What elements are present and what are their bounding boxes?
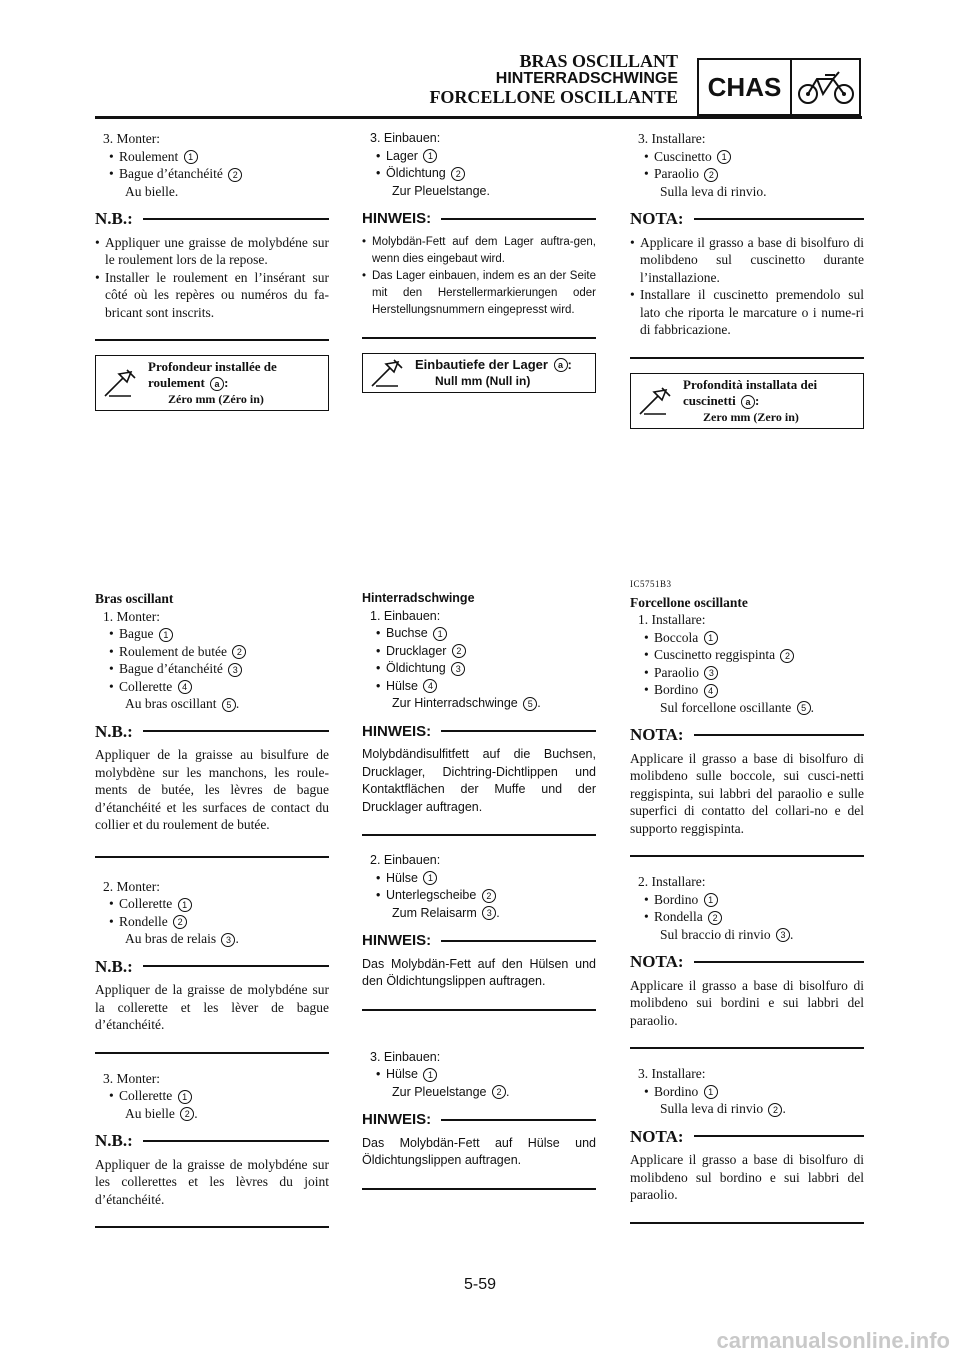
- list-item: • Boccola 1: [630, 629, 864, 647]
- list-item: • Cuscinetto 1: [630, 148, 864, 166]
- step: 1. Installare:: [638, 612, 706, 627]
- target: Zur Pleuelstange.: [392, 183, 490, 198]
- ref-number: 5: [523, 697, 537, 711]
- ref-number: 2: [173, 915, 187, 929]
- step: 2. Einbauen:: [370, 853, 441, 867]
- subtitle: Bras oscillant: [95, 591, 174, 606]
- note-heading: NOTA:: [630, 210, 864, 228]
- list-item: • Öldichtung 2: [362, 165, 596, 183]
- bottom-fr-block: [95, 590, 329, 1228]
- note-text: Appliquer de la graisse au bisulfure de molybdène sur les manchons, les roule-ments de butée, les lèvres de bague d’étanchéité et les surfaces de contact du collier et du roulement de butée.: [95, 747, 329, 832]
- note-text: Molybdändisulfitfett auf die Buchsen, Drucklager, Dichtring-Dichtlippen und Kontaktflächen der Muffe und der Drucklager auftragen.: [362, 747, 596, 814]
- spec-box: Profondità installata dei cuscinetti a : Zero mm (Zero in): [630, 373, 864, 429]
- note-heading: NOTA:: [630, 726, 864, 744]
- list-item: • Roulement 1: [95, 148, 329, 166]
- note-heading: NOTA:: [630, 1128, 864, 1146]
- ref-letter: a: [210, 377, 224, 391]
- ref-number: 1: [423, 871, 437, 885]
- list-item: • Hülse 1: [362, 1066, 596, 1084]
- list-item: • Bague 1: [95, 625, 329, 643]
- spec-value: Zéro mm (Zéro in): [168, 392, 264, 407]
- note-bullet: • Molybdän-Fett auf dem Lager auftra-gen, wenn dies eingebaut wird.: [362, 234, 596, 268]
- spec-value: Zero mm (Zero in): [703, 409, 799, 424]
- title-de: HINTERRADSCHWINGE: [495, 70, 678, 87]
- note-text: Applicare il grasso a base di bisolfuro di molibdeno sul bordino e sui labbri del paraolio.: [630, 1152, 864, 1202]
- step: 3. Installare:: [638, 131, 706, 146]
- title-fr: BRAS OSCILLANT: [519, 51, 678, 71]
- ref-number: 2: [780, 649, 794, 663]
- ref-number: 5: [222, 698, 236, 712]
- target: Au bras oscillant 5 .: [125, 696, 240, 711]
- ref-number: 5: [797, 701, 811, 715]
- list-item: • Buchse 1: [362, 625, 596, 643]
- ref-number: 4: [178, 680, 192, 694]
- note-bullet: • Appliquer une graisse de molybdéne sur le roulement lors de la repose.: [95, 234, 329, 269]
- bottom-de-block: [362, 590, 596, 1190]
- list-item: • Bordino 1: [630, 1083, 864, 1101]
- list-item: • Drucklager 2: [362, 643, 596, 661]
- note-bullet: • Applicare il grasso a base di bisolfuro di molibdeno sul cuscinetto durante l’installazione.: [630, 234, 864, 287]
- list-item: • Roulement de butée 2: [95, 643, 329, 661]
- note-bullet: • Das Lager einbauen, indem es an der Seite mit den Herstellermarkierungen oder Herstellungsnummern eingepresst wird.: [362, 268, 596, 319]
- spec-label: Profondeur installée de: [148, 359, 277, 374]
- step: 3. Installare:: [638, 1066, 706, 1081]
- spec-box: Einbautiefe der Lager a : Null mm (Null in): [362, 353, 596, 393]
- ref-number: 1: [717, 150, 731, 164]
- ref-number: 2: [704, 168, 718, 182]
- ref-number: 2: [452, 644, 466, 658]
- watermark: carmanualsonline.info: [716, 1328, 950, 1353]
- spec-label: roulement: [148, 375, 205, 390]
- divider: [95, 339, 329, 341]
- divider: [362, 1188, 596, 1190]
- note-heading: N.B.:: [95, 958, 329, 976]
- ref-letter: a: [554, 358, 568, 372]
- ref-number: 2: [451, 167, 465, 181]
- step: 2. Installare:: [638, 874, 706, 889]
- target: Au bielle 2 .: [125, 1105, 198, 1121]
- step: 1. Einbauen:: [370, 608, 441, 623]
- note-text: Das Molybdän-Fett auf den Hülsen und den Öldichtungslippen auftragen.: [362, 956, 596, 988]
- subtitle: Forcellone oscillante: [630, 594, 748, 610]
- ref-number: 2: [708, 911, 722, 925]
- ref-number: 3: [228, 663, 242, 677]
- list-item: • Collerette 4: [95, 678, 329, 696]
- divider: [362, 337, 596, 339]
- list-item: • Bague d’étanchéité 3: [95, 660, 329, 678]
- step: 3. Monter:: [103, 131, 160, 146]
- divider: [630, 1222, 864, 1224]
- ref-number: 1: [704, 893, 718, 907]
- ref-number: 2: [232, 645, 246, 659]
- ref-number: 1: [423, 149, 437, 163]
- note-bullet: • Installer le roulement en l’insérant sur côté où les repères ou numéros du fa-bricant sont inscrits.: [95, 269, 329, 322]
- note-text: Applicare il grasso a base di bisolfuro di molibdeno sulle boccole, sui cusci-netti reggispinta, sui labbri del paraolio e sulle superfici di contatto del collari-no e del supporto reggispinta.: [630, 750, 864, 836]
- ref-number: 3: [704, 666, 718, 680]
- note-heading: HINWEIS:: [362, 1111, 596, 1129]
- motorcycle-icon: [792, 60, 859, 114]
- section-label: CHAS: [699, 60, 792, 114]
- ref-number: 1: [433, 627, 447, 641]
- list-item: • Paraolio 2: [630, 165, 864, 183]
- list-item: • Hülse 4: [362, 678, 596, 696]
- ref-number: 2: [228, 168, 242, 182]
- wrench-icon: [363, 354, 413, 392]
- ref-number: 1: [704, 631, 718, 645]
- top-it-block: [630, 130, 864, 429]
- note-text: Das Molybdän-Fett auf Hülse und Öldichtungslippen auftragen.: [362, 1135, 596, 1167]
- ref-number: 1: [704, 1085, 718, 1099]
- ref-number: 3: [776, 928, 790, 942]
- note-bullet: • Installare il cuscinetto premendolo sul lato che riporta le marcature o i nume-ri di fabbricazione.: [630, 286, 864, 339]
- spec-label: Profondità installata dei: [683, 376, 818, 392]
- target: Sul braccio di rinvio 3 .: [660, 926, 794, 942]
- ref-number: 1: [184, 150, 198, 164]
- divider: [95, 1226, 329, 1228]
- spec-box: Profondeur installée de roulement a : Zéro mm (Zéro in): [95, 355, 329, 411]
- wrench-icon: [631, 374, 681, 428]
- section-code: IC5751B3: [630, 579, 672, 589]
- ref-number: 2: [482, 889, 496, 903]
- ref-number: 2: [180, 1107, 194, 1121]
- note-heading: HINWEIS:: [362, 210, 596, 228]
- spec-value: Null mm (Null in): [435, 373, 531, 388]
- ref-number: 3: [221, 933, 235, 947]
- note-heading: HINWEIS:: [362, 932, 596, 950]
- list-item: • Collerette 1: [95, 895, 329, 913]
- wrench-icon: [96, 356, 146, 410]
- ref-number: 4: [704, 684, 718, 698]
- step: 3. Einbauen:: [370, 1049, 441, 1064]
- step: 3. Monter:: [103, 1070, 160, 1086]
- note-text: Appliquer de la graisse de molybdéne sur les collerettes et les lèvres du joint d’étanchéité.: [95, 1156, 329, 1207]
- ref-letter: a: [741, 395, 755, 409]
- ref-number: 1: [178, 1090, 192, 1104]
- target: Sulla leva di rinvio.: [660, 183, 767, 199]
- section-badge: [697, 58, 861, 116]
- list-item: • Öldichtung 3: [362, 660, 596, 678]
- list-item: • Rondelle 2: [95, 913, 329, 931]
- note-text: Applicare il grasso a base di bisolfuro di molibdeno sui bordini e sui labbri del paraolio.: [630, 977, 864, 1028]
- spec-label: cuscinetti: [683, 392, 736, 408]
- target: Zur Pleuelstange 2 .: [392, 1084, 510, 1099]
- ref-number: 2: [768, 1103, 782, 1117]
- ref-number: 1: [159, 628, 173, 642]
- list-item: • Paraolio 3: [630, 664, 864, 682]
- subtitle: Hinterradschwinge: [362, 591, 475, 605]
- list-item: • Hülse 1: [362, 870, 596, 888]
- note-heading: NOTA:: [630, 953, 864, 971]
- list-item: • Bordino 4: [630, 681, 864, 699]
- note-heading: N.B.:: [95, 210, 329, 228]
- step: 1. Monter:: [103, 608, 160, 624]
- target: Au bielle.: [125, 183, 179, 199]
- ref-number: 4: [423, 679, 437, 693]
- target: Zum Relaisarm 3 .: [392, 905, 500, 920]
- note-heading: HINWEIS:: [362, 723, 596, 741]
- note-heading: N.B.:: [95, 1132, 329, 1150]
- step: 3. Einbauen:: [370, 131, 441, 145]
- note-heading: N.B.:: [95, 723, 329, 741]
- list-item: • Unterlegscheibe 2: [362, 887, 596, 905]
- ref-number: 3: [482, 906, 496, 920]
- ref-number: 3: [451, 662, 465, 676]
- step: 2. Monter:: [103, 878, 160, 894]
- bottom-it-block: [630, 576, 864, 1224]
- list-item: • Collerette 1: [95, 1087, 329, 1105]
- list-item: • Cuscinetto reggispinta 2: [630, 646, 864, 664]
- list-item: • Lager 1: [362, 148, 596, 166]
- target: Sul forcellone oscillante 5 .: [660, 699, 814, 715]
- top-de-block: [362, 130, 596, 393]
- title-it: FORCELLONE OSCILLANTE: [429, 87, 678, 107]
- list-item: • Bague d’étanchéité 2: [95, 165, 329, 183]
- header-titles: [429, 52, 678, 106]
- list-item: • Bordino 1: [630, 891, 864, 909]
- ref-number: 2: [492, 1085, 506, 1099]
- target: Zur Hinterradschwinge 5 .: [392, 696, 541, 710]
- divider: [630, 357, 864, 359]
- list-item: • Rondella 2: [630, 908, 864, 926]
- page-number: 5-59: [463, 1276, 497, 1293]
- target: Au bras de relais 3 .: [125, 931, 239, 946]
- ref-number: 1: [423, 1068, 437, 1082]
- ref-number: 1: [178, 898, 192, 912]
- header-rule: [95, 116, 862, 119]
- top-fr-block: [95, 130, 329, 411]
- note-text: Appliquer de la graisse de molybdéne sur la collerette et les lèver de bague d’étanchéité.: [95, 982, 329, 1032]
- spec-label: Einbautiefe der Lager: [415, 356, 548, 372]
- target: Sulla leva di rinvio 2 .: [660, 1101, 786, 1116]
